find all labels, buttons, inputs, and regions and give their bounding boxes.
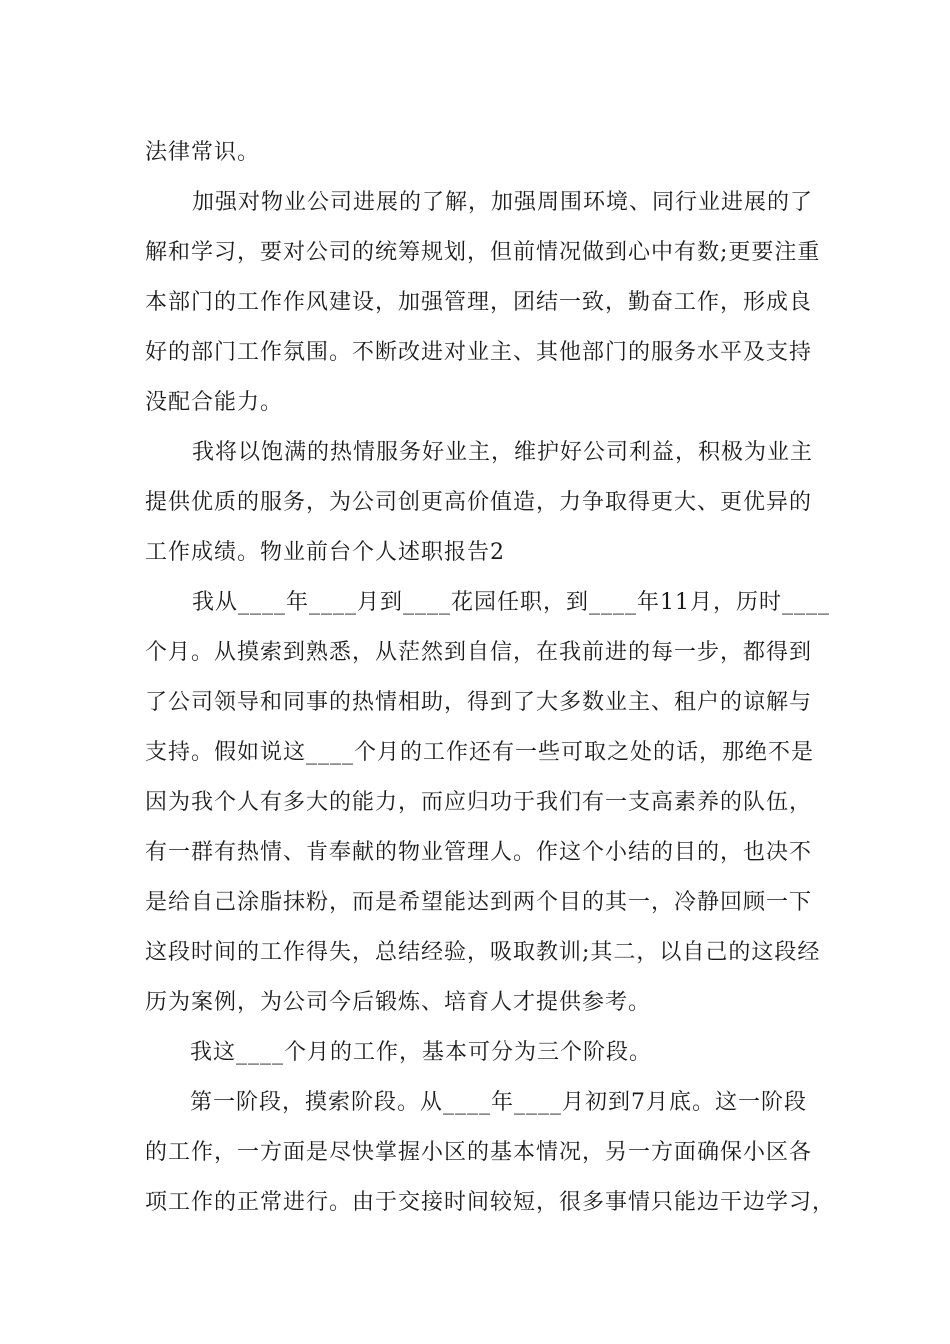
text-line: 加强对物业公司进展的了解，加强周围环境、同行业进展的了: [192, 190, 814, 215]
text-line: 是给自己涂脂抹粉，而是希望能达到两个目的其一，冷静回顾一下: [145, 890, 813, 915]
text-line: 第一阶段，摸索阶段。从____年____月初到7月底。这一阶段: [190, 1090, 807, 1115]
text-line: 的工作，一方面是尽快掌握小区的基本情况，另一方面确保小区各: [145, 1140, 813, 1165]
text-line: 工作成绩。物业前台个人述职报告2: [145, 540, 505, 565]
text-line: 支持。假如说这____个月的工作还有一些可取之处的话，那绝不是: [145, 740, 815, 765]
text-line: 提供优质的服务，为公司创更高价值造，力争取得更大、更优异的: [145, 490, 813, 515]
text-line: 我将以饱满的热情服务好业主，维护好公司利益，积极为业主: [192, 440, 814, 465]
text-line: 好的部门工作氛围。不断改进对业主、其他部门的服务水平及支持: [145, 340, 813, 365]
text-line: 因为我个人有多大的能力，而应归功于我们有一支高素养的队伍，: [145, 790, 813, 815]
text-line: 个月。从摸索到熟悉，从茫然到自信，在我前进的每一步，都得到: [145, 640, 813, 665]
text-line: 本部门的工作作风建设，加强管理，团结一致，勤奋工作，形成良: [145, 290, 813, 315]
text-line: 了公司领导和同事的热情相助，得到了大多数业主、租户的谅解与: [145, 690, 813, 715]
text-line: 有一群有热情、肯奉献的物业管理人。作这个小结的目的，也决不: [145, 840, 813, 865]
text-line: 解和学习，要对公司的统筹规划，但前情况做到心中有数;更要注重: [145, 240, 821, 265]
text-line: 这段时间的工作得失，总结经验，吸取教训;其二，以自己的这段经: [145, 940, 821, 965]
text-line: 法律常识。: [145, 140, 261, 165]
text-line: 历为案例，为公司今后锻炼、培育人才提供参考。: [145, 990, 652, 1015]
text-line: 我从____年____月到____花园任职，到____年11月，历时____: [192, 590, 830, 615]
text-line: 没配合能力。: [145, 390, 284, 415]
text-line: 项工作的正常进行。由于交接时间较短，很多事情只能边干边学习，: [145, 1190, 836, 1215]
text-line: 我这____个月的工作，基本可分为三个阶段。: [190, 1040, 653, 1065]
